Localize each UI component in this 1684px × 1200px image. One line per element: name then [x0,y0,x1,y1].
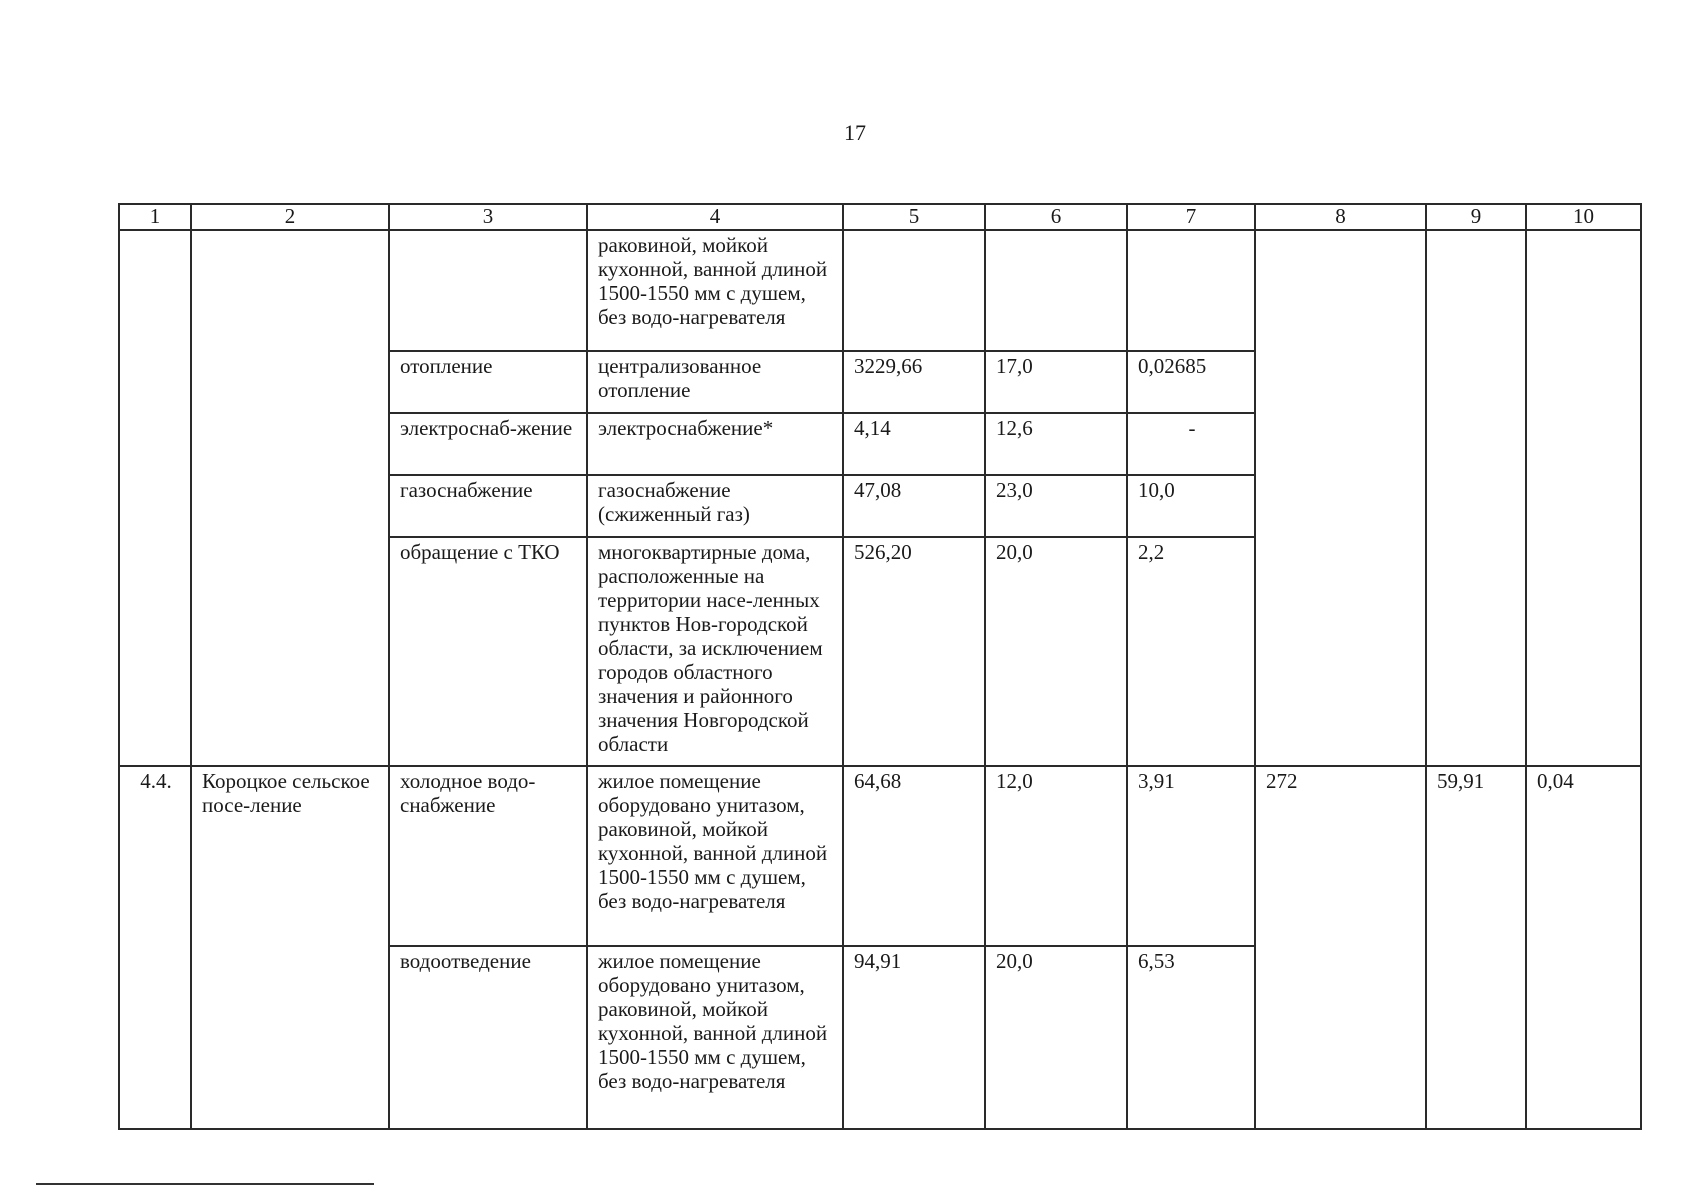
entry-number-cell: 4.4. [119,766,191,1129]
column-number: 3 [389,204,587,230]
column-number: 5 [843,204,985,230]
settlement-name-cell: Короцкое сельское посе-ление [191,766,389,1129]
entry-number-cell [119,230,191,766]
tariff-cell: 64,68 [843,766,985,946]
volume-cell [1127,230,1255,351]
table-row [119,230,1641,351]
service-cell: отопление [389,351,587,413]
service-cell: холодное водо-снабжение [389,766,587,946]
description-cell: централизованное отопление [587,351,843,413]
volume-cell: 2,2 [1127,537,1255,766]
col10-cell: 0,04 [1526,766,1641,1129]
norm-cell: 20,0 [985,946,1127,1129]
column-number: 9 [1426,204,1526,230]
service-cell: электроснаб-жение [389,413,587,475]
description-cell: газоснабжение (сжиженный газ) [587,475,843,537]
table-row [119,766,1641,946]
settlement-name-cell [191,230,389,766]
norm-cell: 20,0 [985,537,1127,766]
col10-cell [1526,230,1641,766]
column-number: 7 [1127,204,1255,230]
column-number: 4 [587,204,843,230]
tariff-cell: 47,08 [843,475,985,537]
volume-cell: - [1127,413,1255,475]
tariff-cell: 4,14 [843,413,985,475]
norm-cell [985,230,1127,351]
volume-cell: 3,91 [1127,766,1255,946]
footnote-divider [36,1183,374,1185]
column-number: 10 [1526,204,1641,230]
col8-cell [1255,230,1426,766]
description-cell: жилое помещение оборудовано унитазом, раковиной, мойкой кухонной, ванной длиной 1500-1550 мм с душем, без водо-нагревателя [587,766,843,946]
description-cell: многоквартирные дома, расположенные на территории насе-ленных пунктов Нов-городской области, за исключением городов областного значения и районного значения Новгородской области [587,537,843,766]
col9-cell: 59,91 [1426,766,1526,1129]
service-cell: водоотведение [389,946,587,1129]
volume-cell: 0,02685 [1127,351,1255,413]
volume-cell: 6,53 [1127,946,1255,1129]
tariff-cell: 94,91 [843,946,985,1129]
norm-cell: 12,0 [985,766,1127,946]
description-cell: жилое помещение оборудовано унитазом, раковиной, мойкой кухонной, ванной длиной 1500-1550 мм с душем, без водо-нагревателя [587,946,843,1129]
norm-cell: 12,6 [985,413,1127,475]
description-cell: электроснабжение* [587,413,843,475]
col9-cell [1426,230,1526,766]
service-cell: газоснабжение [389,475,587,537]
service-cell [389,230,587,351]
tariff-cell: 3229,66 [843,351,985,413]
tariff-table [118,203,1642,1130]
column-number: 2 [191,204,389,230]
column-number: 1 [119,204,191,230]
volume-cell: 10,0 [1127,475,1255,537]
service-cell: обращение с ТКО [389,537,587,766]
column-number: 6 [985,204,1127,230]
tariff-cell: 526,20 [843,537,985,766]
tariff-cell [843,230,985,351]
norm-cell: 23,0 [985,475,1127,537]
page-number: 17 [844,120,866,145]
column-number: 8 [1255,204,1426,230]
column-number-row [119,204,1641,230]
col8-cell: 272 [1255,766,1426,1129]
description-cell: раковиной, мойкой кухонной, ванной длиной 1500-1550 мм с душем, без водо-нагревателя [587,230,843,351]
norm-cell: 17,0 [985,351,1127,413]
